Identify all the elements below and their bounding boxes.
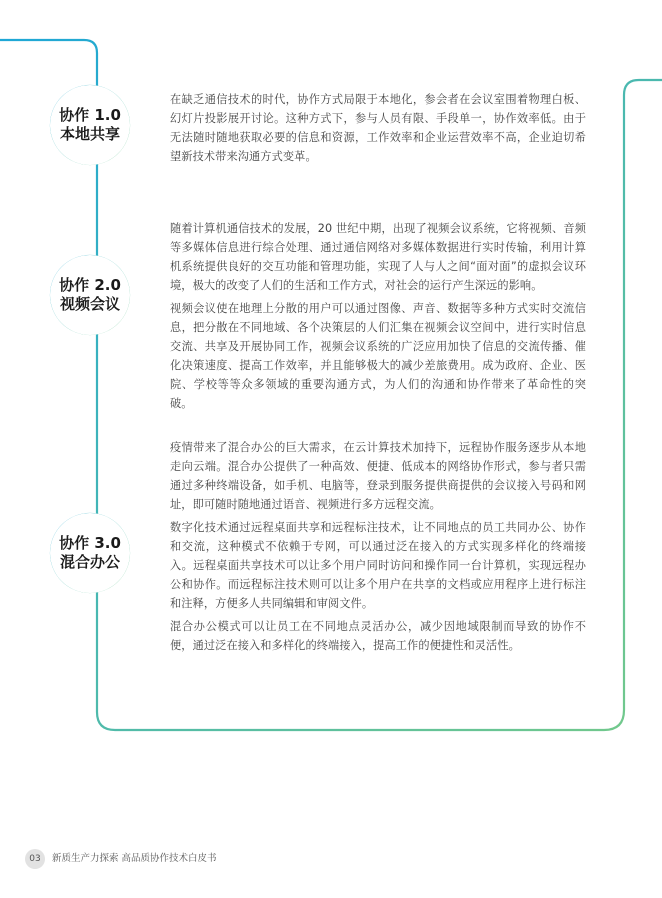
section-3-title-line1: 协作 3.0 xyxy=(59,534,121,552)
section-1-paragraph-1: 在缺乏通信技术的时代，协作方式局限于本地化，参会者在会议室围着物理白板、幻灯片投影展开讨论。这种方式下，参与人员有限、手段单一，协作效率低。由于无法随时随地获取必要的信息和资源，工作效率和企业运营效率不高，企业迫切希望新技术带来沟通方式变革。 xyxy=(170,93,586,163)
section-3-paragraph-3: 混合办公模式可以让员工在不同地点灵活办公，减少因地域限制而导致的协作不便，通过泛在接入和多样化的终端接入，提高工作的便捷性和灵活性。 xyxy=(170,620,586,652)
section-2-paragraph-2: 视频会议使在地理上分散的用户可以通过图像、声音、数据等多种方式实时交流信息，把分散在不同地域、各个决策层的人们汇集在视频会议空间中，进行实时信息交流、共享及开展协同工作，视频会议系统的广泛应用加快了信息的交流传播、催化决策速度、提高工作效率，并且能够极大的减少差旅费用。成为政府、企业、医院、学校等等众多领域的重要沟通方式，为人们的沟通和协作带来了革命性的突破。 xyxy=(170,302,586,410)
section-1-title-line1: 协作 1.0 xyxy=(59,106,121,124)
section-1-badge xyxy=(50,85,130,165)
section-2-paragraph-1: 随着计算机通信技术的发展，20 世纪中期，出现了视频会议系统，它将视频、音频等多媒体信息进行综合处理、通过通信网络对多媒体数据进行实时传输，利用计算机系统提供良好的交互功能和管理功能，实现了人与人之间“面对面”的虚拟会议环境，极大的改变了人们的生活和工作方式，对社会的运行产生深远的影响。 xyxy=(170,222,586,292)
section-2-title-line2: 视频会议 xyxy=(59,295,120,313)
section-3-paragraph-2: 数字化技术通过远程桌面共享和远程标注技术，让不同地点的员工共同办公、协作和交流，这种模式不依赖于专网，可以通过泛在接入的方式实现多样化的终端接入。远程桌面共享技术可以让多个用户同时访问和操作同一台计算机，实现远程办公和协作。而远程标注技术则可以让多个用户在共享的文档或应用程序上进行标注和注释，方便多人共同编辑和审阅文件。 xyxy=(170,521,586,610)
section-3-title-line2: 混合办公 xyxy=(59,553,120,571)
section-3-paragraph-1: 疫情带来了混合办公的巨大需求，在云计算技术加持下，远程协作服务逐步从本地走向云端。混合办公提供了一种高效、便捷、低成本的网络协作形式，参与者只需通过多种终端设备，如手机、电脑等，登录到服务提供商提供的会议接入号码和网址，即可随时随地通过语音、视频进行多方远程交流。 xyxy=(170,441,586,511)
section-1-title-line2: 本地共享 xyxy=(59,125,120,143)
section-2-badge xyxy=(50,255,130,335)
section-3-badge xyxy=(50,513,130,593)
footer-doc-title: 新质生产力探索 高品质协作技术白皮书 xyxy=(52,853,217,864)
section-2-title-line1: 协作 2.0 xyxy=(59,276,121,294)
page-number: 03 xyxy=(25,849,45,869)
